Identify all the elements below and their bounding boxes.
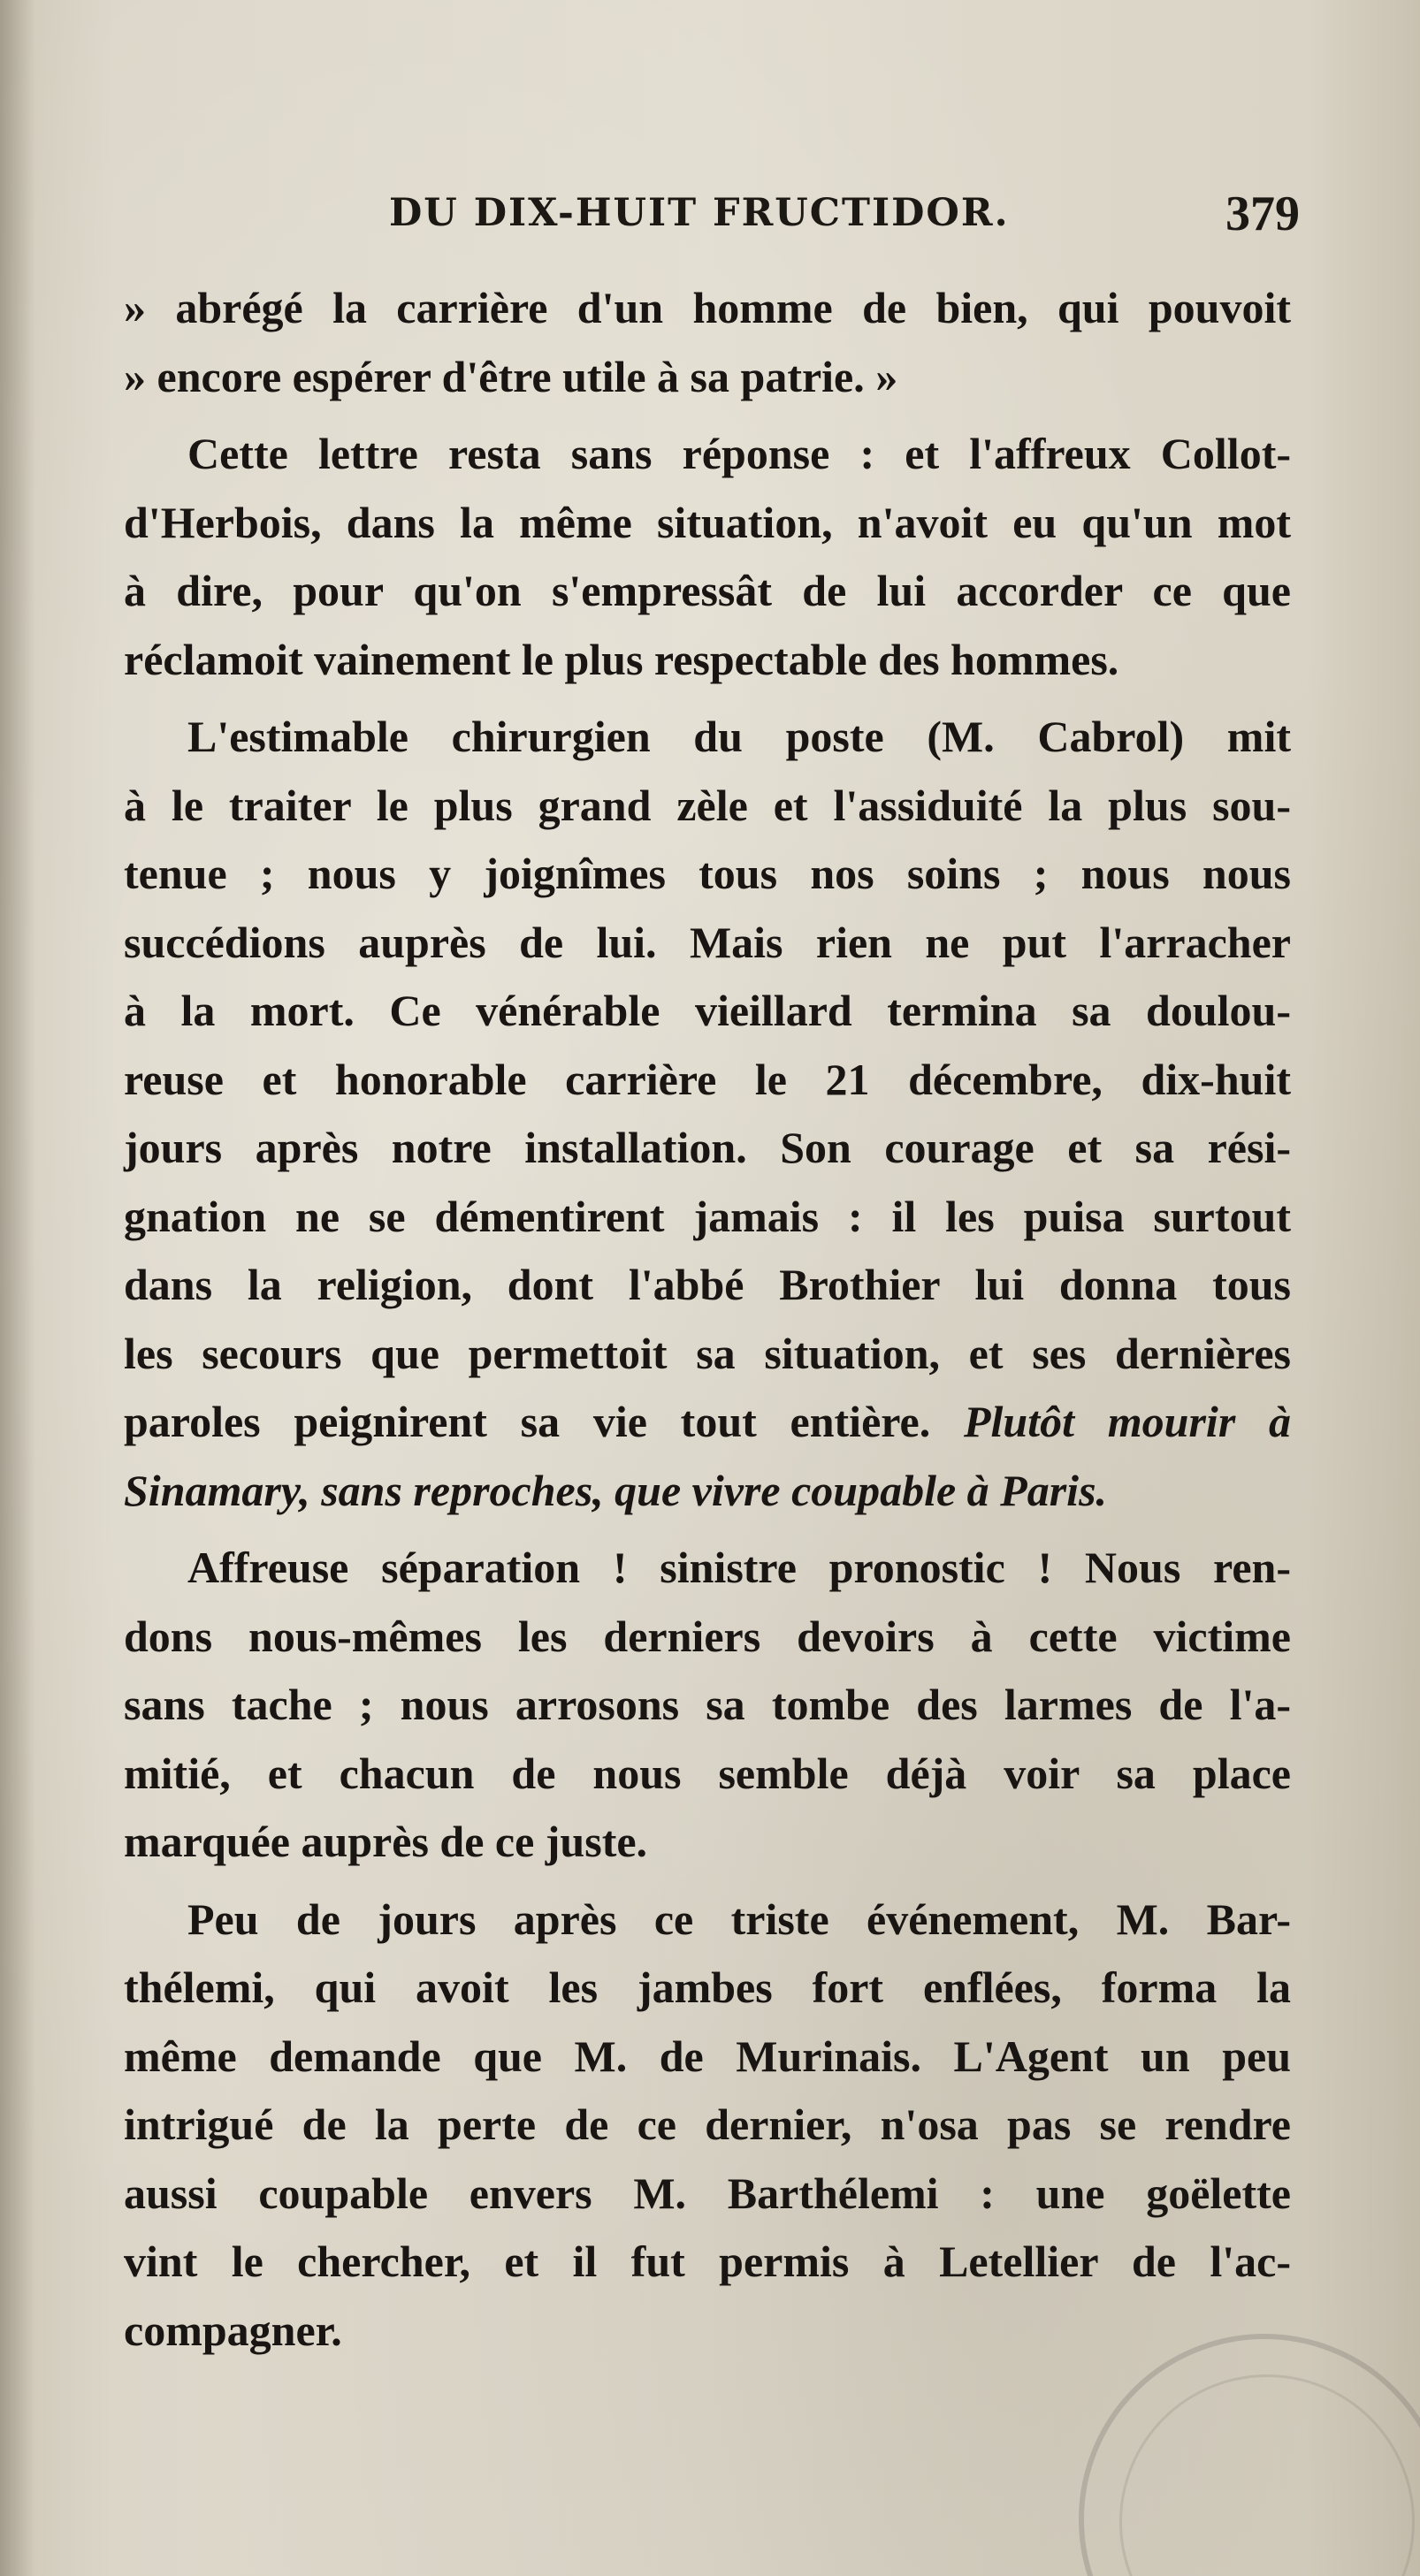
text-line: tenue ; nous y joignîmes tous nos soins ; nous nous	[124, 849, 1291, 898]
text-line: à dire, pour qu'on s'empressât de lui accorder ce que	[124, 566, 1291, 615]
running-head	[124, 187, 1300, 253]
text-line: sans tache ; nous arrosons sa tombe des larmes de l'a-	[124, 1680, 1291, 1729]
paragraph	[124, 274, 1291, 411]
body-text	[124, 274, 1291, 2365]
text-line: » encore espérer d'être utile à sa patrie. »	[124, 351, 898, 401]
text-line: les secours que permettoit sa situation, et ses dernières	[124, 1328, 1291, 1378]
italic-quote-line: Sinamary, sans reproches, que vivre coupable à Paris.	[124, 1465, 1108, 1515]
text-line: à la mort. Ce vénérable vieillard termina sa doulou-	[124, 986, 1291, 1035]
text-line: même demande que M. de Murinais. L'Agent un peu	[124, 2031, 1291, 2081]
text-line: succédions auprès de lui. Mais rien ne put l'arracher	[124, 917, 1291, 967]
paragraph	[124, 420, 1291, 694]
text-line: réclamoit vainement le plus respectable des hommes.	[124, 634, 1119, 684]
paragraph	[124, 1886, 1291, 2366]
text-line: gnation ne se démentirent jamais : il les puisa surtout	[124, 1191, 1291, 1241]
text-line: dans la religion, dont l'abbé Brothier lui donna tous	[124, 1260, 1291, 1309]
running-head-title: DU DIX-HUIT FRUCTIDOR.	[389, 191, 1010, 235]
text-line: intrigué de la perte de ce dernier, n'osa pas se rendre	[124, 2100, 1291, 2149]
text-line: à le traiter le plus grand zèle et l'assiduité la plus sou-	[124, 780, 1291, 830]
text-line: marquée auprès de ce juste.	[124, 1817, 648, 1866]
text-line: d'Herbois, dans la même situation, n'avoit eu qu'un mot	[124, 497, 1291, 547]
text-line: Affreuse séparation ! sinistre pronostic ! Nous ren-	[187, 1543, 1291, 1592]
gutter-shadow	[0, 0, 35, 2576]
paragraph	[124, 703, 1291, 1525]
library-stamp-inner-ring	[1119, 2374, 1415, 2576]
paragraph	[124, 1534, 1291, 1877]
page-number: 379	[1225, 187, 1300, 241]
text-line: thélemi, qui avoit les jambes fort enflées, forma la	[124, 1962, 1291, 2012]
library-stamp	[1079, 2334, 1420, 2576]
text-line-mixed	[124, 1388, 1291, 1457]
text-line: mitié, et chacun de nous semble déjà voir sa place	[124, 1748, 1291, 1798]
text-line: L'estimable chirurgien du poste (M. Cabrol) mit	[187, 712, 1291, 761]
text-line: Cette lettre resta sans réponse : et l'affreux Collot-	[187, 429, 1291, 478]
text-line: reuse et honorable carrière le 21 décembre, dix-huit	[124, 1054, 1291, 1104]
text-line: compagner.	[124, 2305, 342, 2355]
text-line: Peu de jours après ce triste événement, M. Bar-	[187, 1894, 1291, 1944]
text-line: vint le chercher, et il fut permis à Letellier de l'ac-	[124, 2237, 1291, 2286]
text-line: aussi coupable envers M. Barthélemi : une goëlette	[124, 2168, 1291, 2218]
text-line: jours après notre installation. Son courage et sa rési-	[124, 1123, 1291, 1172]
text-segment: paroles peignirent sa vie tout entière.	[124, 1397, 931, 1446]
text-line: dons nous-mêmes les derniers devoirs à cette victime	[124, 1611, 1291, 1661]
italic-quote: Plutôt mourir à	[964, 1397, 1292, 1446]
text-line: » abrégé la carrière d'un homme de bien, qui pouvoit	[124, 283, 1291, 332]
